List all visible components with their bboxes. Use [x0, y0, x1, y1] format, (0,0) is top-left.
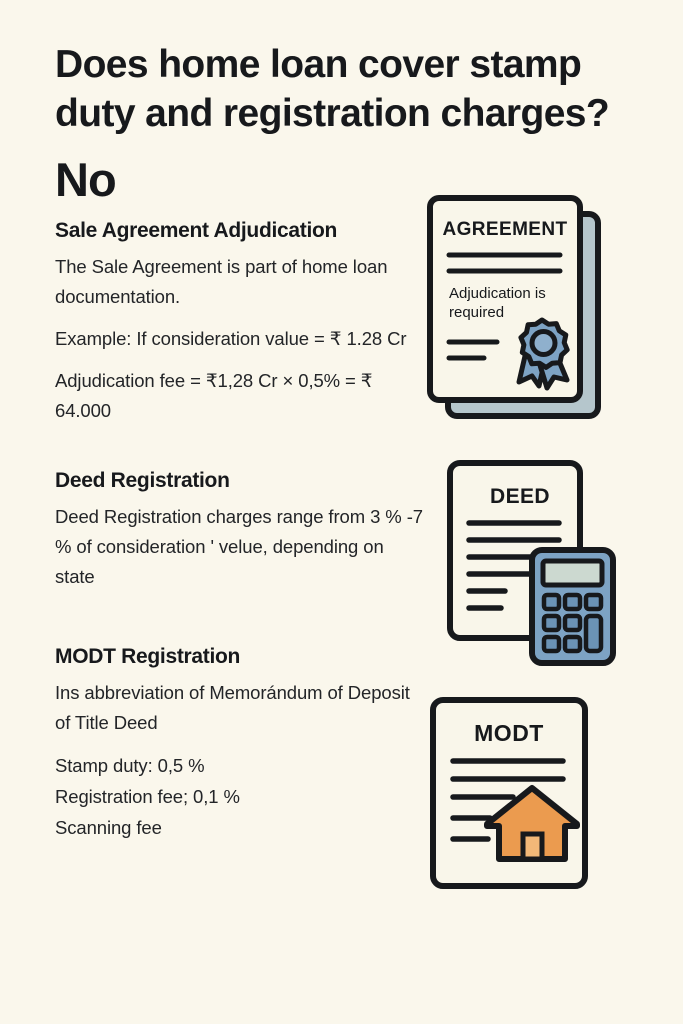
calculator-button: [544, 616, 559, 630]
section-paragraph: Adjudication fee = ₹1,28 Cr × 0,5% = ₹ 64.000: [55, 370, 373, 421]
calculator-enter-key: [586, 616, 601, 651]
calculator-button: [544, 595, 559, 609]
award-ribbon-icon: [519, 320, 567, 388]
section-heading: Deed Registration: [55, 469, 230, 492]
calculator-button: [565, 616, 580, 630]
section-deed-registration: [55, 468, 425, 592]
answer-heading: No: [55, 153, 116, 206]
section-heading: Sale Agreement Adjudication: [55, 219, 338, 242]
modt-doc-title: MODT: [474, 720, 544, 746]
section-modt-registration: [55, 644, 425, 843]
section-paragraph: Ins abbreviation of Memorándum of Deposit of Title Deed: [55, 682, 410, 733]
agreement-doc-note: Adjudication is: [449, 285, 546, 302]
calculator-button: [544, 637, 559, 651]
calculator-button: [565, 637, 580, 651]
section-sale-agreement-adjudication: [55, 218, 425, 426]
calculator-icon: [532, 550, 613, 663]
section-paragraph: The Sale Agreement is part of home loan documentation.: [55, 256, 388, 307]
house-door: [523, 834, 542, 859]
section-heading: MODT Registration: [55, 645, 241, 668]
page-title: Does home loan cover stamp duty and registration charges?: [55, 43, 610, 135]
modt-document-illustration: [428, 695, 590, 891]
calculator-button: [586, 595, 601, 609]
deed-doc-title: DEED: [490, 485, 550, 508]
calculator-screen: [543, 561, 602, 585]
section-paragraph: Stamp duty: 0,5 %: [55, 755, 205, 776]
agreement-doc-title: AGREEMENT: [442, 219, 568, 240]
section-paragraph: Example: If consideration value = ₹ 1.28 Cr: [55, 328, 407, 349]
section-paragraph: Registration fee; 0,1 %: [55, 786, 240, 807]
section-paragraph: Scanning fee: [55, 817, 162, 838]
agreement-doc-note: required: [449, 304, 505, 321]
agreement-document-illustration: [424, 192, 609, 427]
section-paragraph: Deed Registration charges range from 3 % -7 % of consideration ' velue, depending on state: [55, 506, 423, 587]
calculator-button: [565, 595, 580, 609]
deed-document-illustration: [445, 458, 620, 670]
